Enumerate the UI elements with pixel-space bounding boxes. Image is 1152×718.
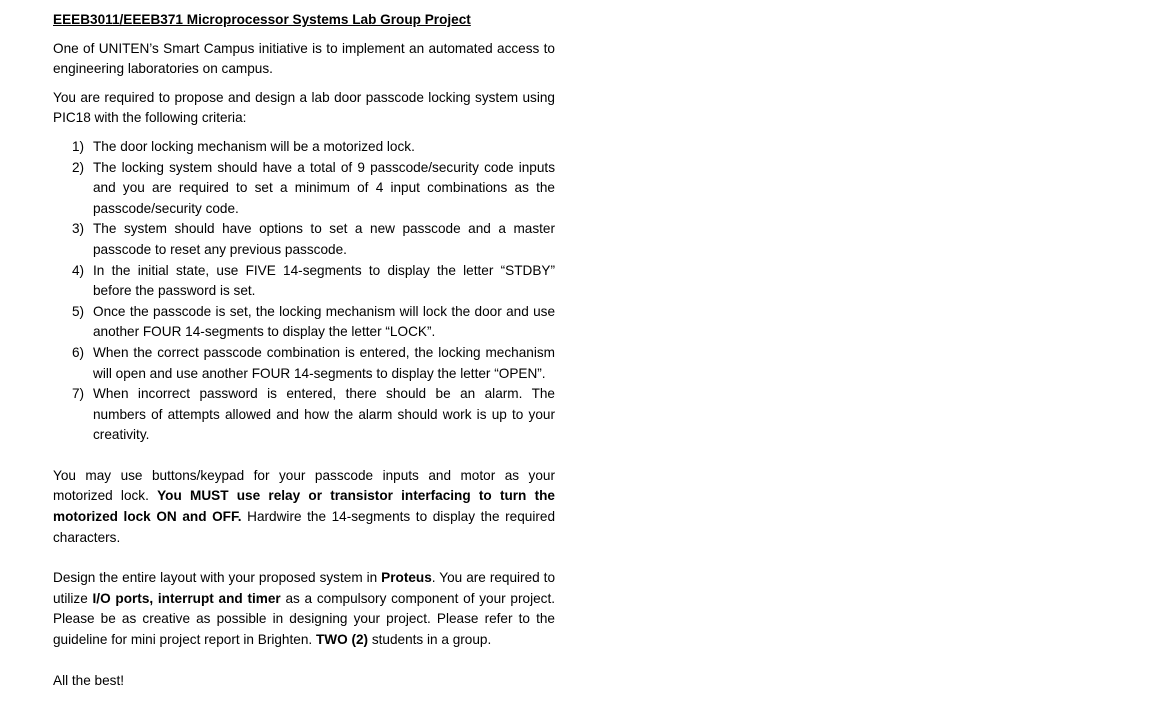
- document-title: EEEB3011/EEEB371 Microprocessor Systems Lab Group Project: [53, 12, 471, 27]
- criteria-item: [72, 302, 555, 343]
- design-text-3: as a compulsory component of your project. Please be as creative as possible in designing your project. Please refer to the guideline for mini project report in Brighten.: [53, 590, 555, 648]
- criteria-text: When incorrect password is entered, there should be an alarm. The numbers of attempts allowed and how the alarm should work is up to your creativity.: [93, 386, 555, 443]
- design-bold-components: I/O ports, interrupt and timer: [92, 590, 281, 606]
- inputs-text-1: You may use buttons/keypad for your passcode inputs and motor as your motorized lock.: [53, 467, 555, 504]
- criteria-number: 7): [72, 386, 85, 402]
- inputs-bold-text: You MUST use relay or transistor interfacing to turn the motorized lock ON and OFF.: [53, 488, 555, 525]
- closing-line: All the best!: [53, 672, 125, 688]
- inputs-text-2: Hardwire the 14-segments to display the required characters.: [53, 509, 556, 545]
- design-text-2: . You are required to utilize: [53, 570, 556, 606]
- criteria-item: [72, 261, 555, 302]
- criteria-list: [53, 137, 555, 446]
- criteria-text: The door locking mechanism will be a motorized lock.: [93, 138, 415, 154]
- criteria-text: The locking system should have a total of 9 passcode/security code inputs and you are required to set a minimum of 4 input combinations as the passcode/security code.: [93, 159, 555, 216]
- criteria-text: In the initial state, use FIVE 14-segments to display the letter “STDBY” before the password is set.: [93, 262, 555, 299]
- criteria-item: [72, 343, 555, 384]
- requirement-paragraph: You are required to propose and design a lab door passcode locking system using PIC18 with the following criteria:: [53, 89, 555, 126]
- criteria-text: The system should have options to set a new passcode and a master passcode to reset any previous passcode.: [93, 221, 555, 257]
- criteria-item: [72, 137, 555, 158]
- criteria-text: Once the passcode is set, the locking mechanism will lock the door and use another FOUR 14-segments to display the letter “LOCK”.: [93, 303, 555, 340]
- criteria-number: 2): [72, 159, 85, 175]
- criteria-item: [72, 384, 555, 446]
- criteria-text: When the correct passcode combination is entered, the locking mechanism will open and use another FOUR 14-segments to display the letter “OPEN”.: [93, 344, 555, 381]
- criteria-number: 5): [72, 303, 85, 319]
- criteria-number: 4): [72, 262, 85, 278]
- criteria-number: 6): [72, 344, 85, 360]
- criteria-item: [72, 219, 555, 260]
- document-page: [53, 10, 555, 691]
- criteria-number: 1): [72, 138, 85, 154]
- design-text-4: students in a group.: [368, 632, 492, 648]
- design-text-1: Design the entire layout with your proposed system in: [53, 570, 382, 586]
- design-bold-proteus: Proteus: [381, 570, 432, 586]
- inputs-paragraph: [53, 466, 555, 548]
- design-bold-group-size: TWO (2): [315, 632, 369, 648]
- intro-paragraph: One of UNITEN’s Smart Campus initiative is to implement an automated access to engineering laboratories on campus.: [53, 40, 555, 77]
- criteria-item: [72, 158, 555, 220]
- design-paragraph: [53, 568, 555, 650]
- criteria-number: 3): [72, 221, 85, 237]
